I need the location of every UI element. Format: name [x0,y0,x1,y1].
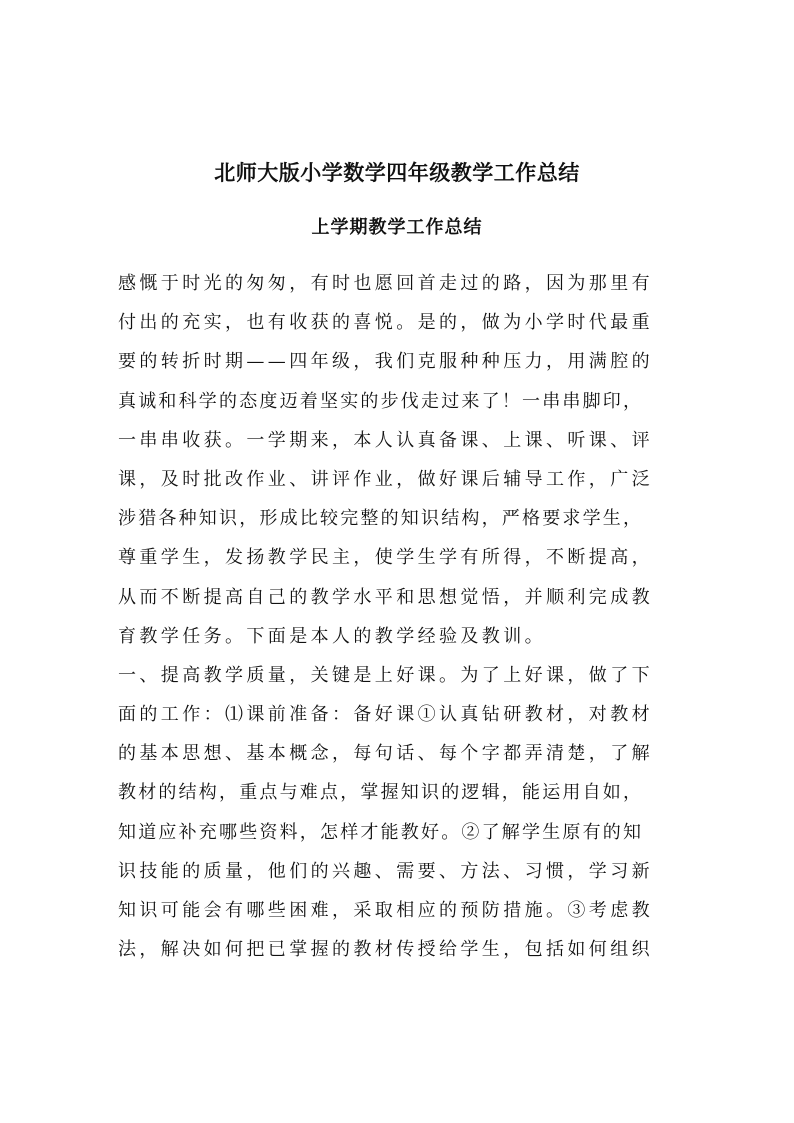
body-line: 感慨于时光的匆匆，有时也愿回首走过的路，因为那里有 [118,273,653,294]
body-line: 的基本思想、基本概念，每句话、每个字都弄清楚，了解 [118,743,653,765]
document-title: 北师大版小学数学四年级教学工作总结 [214,160,580,185]
document-subtitle: 上学期教学工作总结 [311,217,483,238]
body-line: 教材的结构，重点与难点，掌握知识的逻辑，能运用自如， [118,782,644,804]
body-line: 真诚和科学的态度迈着坚实的步伐走过来了！一串串脚印， [118,390,644,412]
body-line: 一串串收获。一学期来，本人认真备课、上课、听课、评 [118,429,653,451]
body-line: 要的转折时期——四年级，我们克服种种压力，用满腔的 [118,351,653,373]
body-line: 尊重学生，发扬教学民主，使学生学有所得，不断提高， [118,547,653,569]
body-line: 一、提高教学质量，关键是上好课。为了上好课，做了下 [118,664,653,686]
body-line: 识技能的质量，他们的兴趣、需要、方法、习惯，学习新 [118,860,653,882]
body-line: 育教学任务。下面是本人的教学经验及教训。 [118,625,546,647]
body-line: 涉猎各种知识，形成比较完整的知识结构，严格要求学生， [118,508,644,530]
body-line: 面的工作：⑴课前准备：备好课①认真钻研教材，对教材 [118,704,653,726]
body-line: 法，解决如何把已掌握的教材传授给学生，包括如何组织 [118,939,653,961]
body-line: 知识可能会有哪些困难，采取相应的预防措施。③考虑教 [118,900,653,921]
body-line: 从而不断提高自己的教学水平和思想觉悟，并顺利完成教 [118,586,653,608]
document-body [118,271,698,976]
body-line: 知道应补充哪些资料，怎样才能教好。②了解学生原有的知 [118,821,644,843]
body-line: 课，及时批改作业、讲评作业，做好课后辅导工作，广泛 [118,468,653,490]
body-line: 付出的充实，也有收获的喜悦。是的，做为小学时代最重 [118,312,653,334]
